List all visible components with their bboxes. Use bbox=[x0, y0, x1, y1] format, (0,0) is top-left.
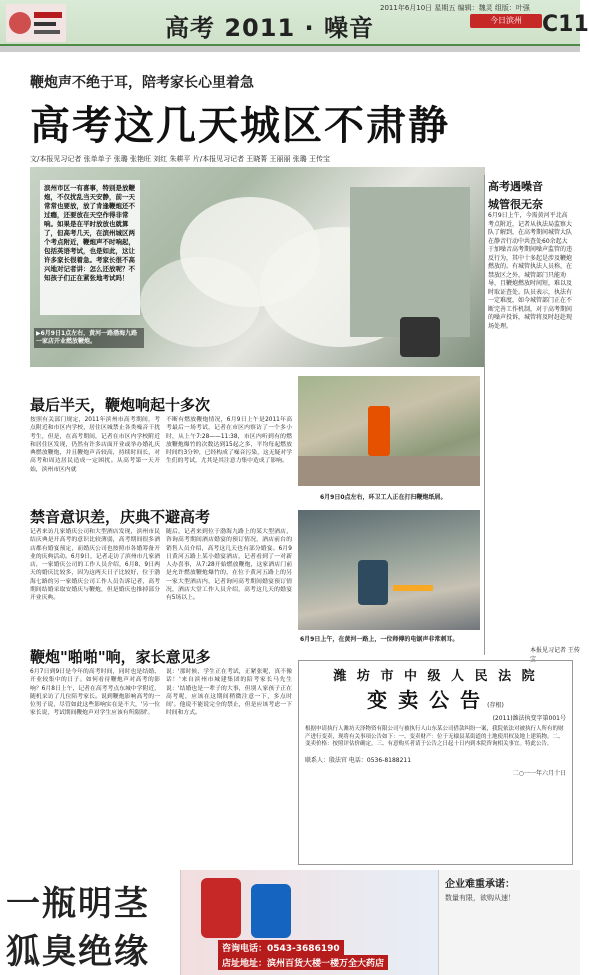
sidebar-title: 高考遇噪音 bbox=[488, 180, 543, 193]
section-2-column-1: 记者来访几家婚庆公司和大型酒店发现，滨州市民结庆典是开高考的意识比较薄弱，高考期间很多酒店都有婚宴预定，而婚庆公司也按照市各婚筹备开业的庆典活动。6月9日，记者走访了滨州市几家酒店，一家婚庆公司的工作人员介绍，6月8、9日两天的婚庆比较多，因为这两天日子比较好，位于渤海七路的另一家婚庆公司工作人员告诉记者，高考期间结婚采取安婚庆与鞭炮，但是婚庆也推掉部分开业庆典。 bbox=[30, 529, 160, 602]
ad-left-line-1: 一瓶明茎 bbox=[6, 884, 150, 924]
sidebar-body: 6月9日上午，今需黄河平北高考点附近，记者从执法局监察大队了解到，在高考期间城管大队在静音行动中共查处60余起大于加噪音高考期间噪声监管的违反行为，其中十多起是涉及鞭炮燃放的。有城管执法人员称，在禁放区之外，城管部门只能劝导，且鞭炮燃放时间短，难以及时取证查处。队员表示，执法有一定难度，如今城管部门正在不断完善工作机制，对于高考期间的噪声投诉，城管将及时赶赴现场处理。 bbox=[488, 212, 573, 330]
date-line: 2011年6月10日 星期五 编辑：魏灵 组版：叶强 bbox=[380, 4, 530, 12]
article-subhead: 鞭炮声不绝于耳，陪考家长心里着急 bbox=[30, 75, 254, 91]
court-date: 二○一一年六月十日 bbox=[512, 769, 566, 777]
section-2-column-2: 随后，记者来到位于渤海九路上的某大型酒店，咨询高考期间酒店婚宴的预订情况，酒店前台的销售人员介绍，高考这几天也有部分婚宴。6月9日黄河五路上某小婚宴酒店，记者看到了一对新人办喜事，从7:28开始燃放鞭炮，这家酒店门前是允许燃放鞭炮爆竹的，在位于黄河五路上的另一家大型酒店内，记者询问高考期间婚宴预订情况，酒店大堂工作人员介绍，高考这几天的婚宴有5场以上。 bbox=[166, 529, 292, 602]
sidebar-author: 本报见习记者 王传宝 bbox=[530, 647, 580, 663]
worker-figure bbox=[368, 406, 390, 456]
court-notice-body: 根据申请执行人潍坊天泽物资有限公司与被执行人山东某公司借款纠纷一案，我院依法对被执行人所有的财产进行变卖，现将有关事项公告如下：一、变卖财产：位于无棣县某街道的土地使用权及地上建筑物。二、变卖价格：按照评估价确定。三、有意购买者请于公告之日起十日内到本院咨询相关事宜。特此公告。 bbox=[305, 726, 564, 748]
section-1-column-2: 不断有燃放鞭炮情况，6月9日上午是2011年高考最后一场考试，记者在市区内察访了一个多小时，从上午7:28——11:38，市区内听到有的燃放鞭炮爆竹的次数达到15起之多，平均每起燃放时间约3分钟，已经构成了噪音污染，这无疑对学生们的考试，尤其是其注意力集中造成了影响。 bbox=[166, 417, 292, 465]
page-number: C11 bbox=[542, 12, 589, 37]
ad-store-address: 店址地址：滨州百货大楼一楼万全大药店 bbox=[218, 955, 388, 970]
photo-a-caption: 6月9日0点左右，环卫工人正在打扫鞭炮纸屑。 bbox=[320, 494, 447, 501]
section-title-1: 最后半天，鞭炮响起十多次 bbox=[30, 396, 211, 414]
section-1-column-1: 按照有关部门规定，2011年滨州市高考期间，考点附近和市区内学校，居住区城禁止各类噪音干扰考生，但是，在高考期间，记者在市区内学校附近和居住区发现，仍然有许多店面开业或举办婚礼庆典燃放鞭炮，并且鞭炮声音较高，持续时间长，对高考和周边居民造成一定困扰。从高考第一天开始，滨州市区内就 bbox=[30, 417, 160, 473]
photo-b-caption: 6月9日上午，在黄河一路上，一位师傅的电锯声非常刺耳。 bbox=[300, 636, 459, 643]
court-notice-note: (存根) bbox=[487, 702, 504, 709]
ad-right-title: 企业难重承诺： bbox=[445, 879, 515, 890]
article-title: 高考这几天城区不肃静 bbox=[30, 102, 450, 149]
smoke-cloud bbox=[140, 257, 260, 347]
product-box bbox=[251, 884, 291, 938]
section-3-column-2: 说：'那时候，学生正在考试，正紧张呢，真不像话！'来自滨州市城建集团的陪考家长马先生说：'结婚也是一辈子的大事，但别人家孩子正在高考呢，应该在这期间稍微注意一下，多点时间'。他说不能说完全的禁止，但是应该考虑一下时间和方式。 bbox=[166, 669, 292, 717]
court-contact: 联系人：殷法官 电话：0536-8188211 bbox=[305, 756, 412, 764]
photo-street-sweeper bbox=[298, 376, 480, 486]
pavement bbox=[298, 456, 480, 486]
article-intro: 滨州市区一有喜事，特别是放鞭炮，不仅扰乱当天安静，前一天常常也要放，放了肯逢鞭炮还不过瘾，还要放在天空作得非常响。如果是在平时放放也就算了，但高考几天，在滨州城区两个考点附近，鞭炮声不时响起，包括英语考试，也是如此，这让许多家长很着急。考家长很不高兴地对记者讲：怎么还放呢？不知孩子们正在紧张地考试吗！ bbox=[40, 180, 140, 315]
ad-left-line-2: 狐臭绝缘 bbox=[6, 932, 150, 972]
court-case-number: (2011)潍法执变字第001号 bbox=[492, 715, 566, 722]
section-title-2: 禁音意识差，庆典不避高考 bbox=[30, 508, 211, 526]
section-title-3: 鞭炮"啪啪"响，家长意见多 bbox=[30, 648, 211, 666]
photo-caption: ▶6月9日1点左右，黄河一路渤海九路一家店开业燃放鞭炮。 bbox=[34, 328, 144, 348]
court-notice-title: 变 卖 公 告 bbox=[367, 688, 483, 712]
court-notice bbox=[298, 660, 573, 865]
section-3-column-1: 6月7日到9日是今年的高考时间，同时也是结婚、开业较集中的日子。如何看待鞭炮声对高考的影响？6月8日上午，记者在高考考点东城中学附近，随机采访了几位陪考家长。说到鞭炮影响高考的一位男子说，尽管如此这些影响实在是不大，'另一位家长说，考试期间鞭炮声对学生应该有所限制'。 bbox=[30, 669, 160, 717]
header-divider bbox=[0, 46, 580, 52]
photo-chainsaw-worker bbox=[298, 510, 480, 630]
building bbox=[350, 187, 470, 337]
section-tag: 今日滨州 bbox=[470, 14, 542, 28]
article-byline: 文/本报见习记者 张单单子 张璐 张艳旺 刘红 朱耕平 片/本报见习记者 王晓菁 王丽丽 张璐 王传宝 bbox=[30, 155, 330, 163]
sidebar-title-line2: 城管很无奈 bbox=[488, 198, 543, 211]
section-banner-title: 高考 2011 · 噪音 bbox=[165, 14, 374, 42]
column-divider bbox=[484, 175, 485, 655]
ad-right-body: 数量有限，欲购从速！ bbox=[445, 894, 515, 902]
product-bottle bbox=[201, 878, 241, 938]
newspaper-logo bbox=[6, 4, 66, 42]
worker-figure bbox=[358, 560, 388, 605]
ad-phone: 咨询电话：0543-3686190 bbox=[218, 940, 344, 955]
court-name: 潍 坊 市 中 级 人 民 法 院 bbox=[333, 669, 538, 684]
sparks bbox=[393, 585, 433, 591]
motorbike bbox=[400, 317, 440, 357]
